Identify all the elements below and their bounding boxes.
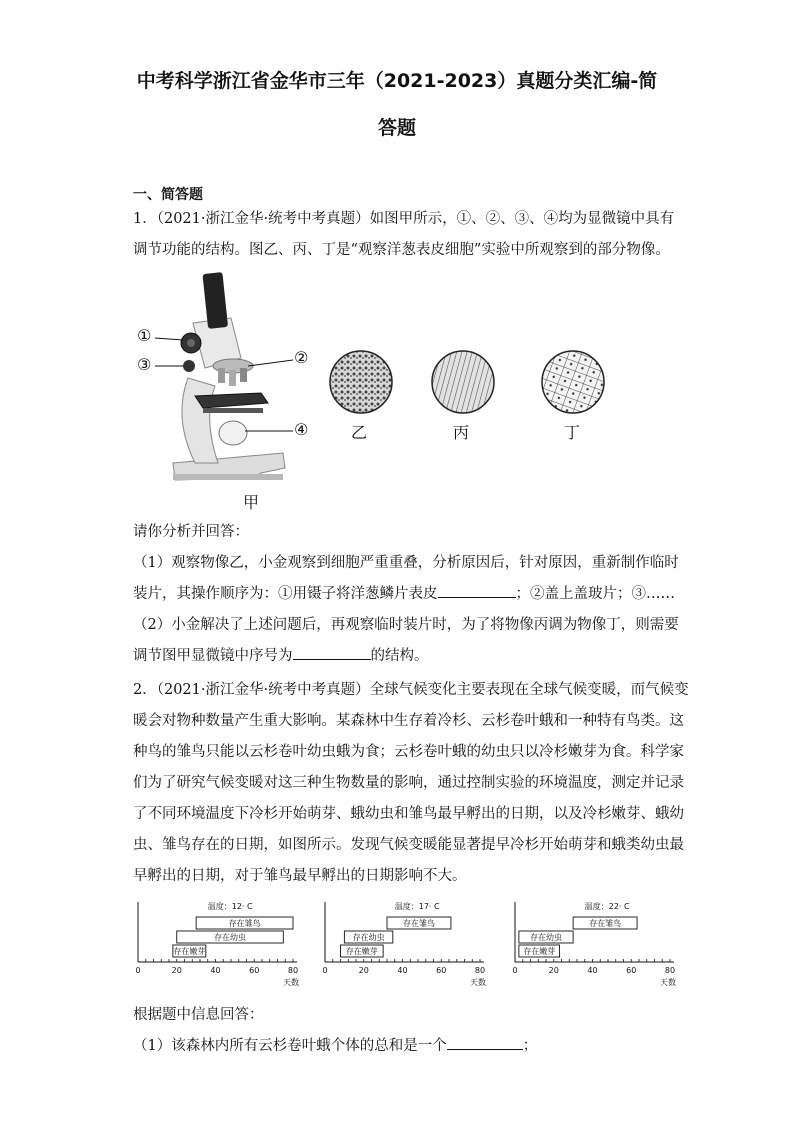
charts-svg [130, 897, 690, 992]
microscope-illustration [133, 268, 323, 513]
q2-part-1 [133, 1031, 663, 1062]
q1-part-2-text: 调节图甲显微镜中序号为 [133, 648, 293, 664]
x-tick-label: 40 [587, 966, 598, 975]
question-1-parts [133, 517, 679, 672]
x-tick-label: 20 [171, 966, 182, 975]
figure-label-jia: 甲 [243, 493, 260, 512]
bar-label: 存在雏鸟 [402, 919, 435, 928]
x-tick-label: 60 [436, 966, 447, 975]
x-tick-label: 20 [548, 966, 559, 975]
label-4: ④ [294, 420, 309, 439]
question-2-stem [133, 675, 689, 892]
x-tick-label: 0 [135, 966, 141, 975]
x-tick-label: 80 [664, 966, 676, 975]
answer-blank-1[interactable] [438, 581, 516, 598]
question-2-parts [133, 1000, 663, 1062]
x-tick-label: 20 [358, 966, 369, 975]
chart-title: 温度：17· C [394, 902, 440, 911]
q2-line: 虫、雏鸟存在的日期，如图所示。发现气候变暖能显著提早冷杉开始萌芽和蛾类幼虫最 [133, 837, 684, 853]
bar-label: 存在嫩芽 [523, 947, 556, 956]
q1-part-1-text: 装片，其操作顺序为：①用镊子将洋葱鳞片表皮 [133, 586, 438, 602]
question-1-stem [133, 204, 675, 266]
bar-label: 存在幼虫 [214, 933, 247, 942]
bar-label: 存在幼虫 [352, 933, 385, 942]
q2-line: 早孵出的日期，对于雏鸟最早孵出的日期影响不大。 [133, 868, 467, 884]
cell-view-circles [328, 348, 618, 418]
section-heading: 一、简答题 [133, 187, 203, 203]
q2-line: 们为了研究气候变暖对这三种生物数量的影响，通过控制实验的环境温度，测定并记录 [133, 775, 684, 791]
q2-prompt: 根据题中信息回答： [133, 1007, 264, 1023]
microscope-figure [133, 268, 323, 513]
q2-line: 种鸟的雏鸟只能以云杉卷叶幼虫蛾为食；云杉卷叶蛾的幼虫只以冷杉嫩芽为食。科学家 [133, 744, 684, 760]
cell-view-ding [542, 351, 604, 413]
q1-part-1-tail: ；②盖上盖玻片；③…… [515, 586, 675, 602]
label-3: ③ [137, 355, 152, 374]
x-tick-label: 80 [287, 966, 299, 975]
x-tick-label: 80 [474, 966, 486, 975]
q1-line: 调节功能的结构。图乙、丙、丁是“观察洋葱表皮细胞”实验中所观察到的部分物像。 [133, 242, 670, 258]
x-tick-label: 60 [249, 966, 260, 975]
bar-label: 存在雏鸟 [228, 919, 261, 928]
q2-line: 了不同环境温度下冷杉开始萌芽、蛾幼虫和雏鸟最早孵出的日期，以及冷杉嫩芽、蛾幼 [133, 806, 684, 822]
q2-part-1-text: （1）该森林内所有云杉卷叶蛾个体的总和是一个 [133, 1038, 447, 1054]
q1-part-2-cont [133, 641, 663, 672]
cell-view-yi [330, 351, 392, 413]
q1-part-1-cont [133, 579, 675, 610]
page-title-continued: 答题 [377, 117, 416, 139]
temperature-charts [130, 897, 690, 992]
x-tick-label: 0 [322, 966, 328, 975]
label-2: ② [294, 348, 309, 367]
q2-part-1-tail: ； [522, 1038, 538, 1054]
answer-blank-3[interactable] [447, 1033, 523, 1050]
bar-label: 存在嫩芽 [345, 947, 378, 956]
figure-label-bing: 丙 [453, 423, 470, 442]
cell-views [328, 348, 618, 443]
cell-view-bing [432, 351, 494, 413]
x-tick-label: 0 [512, 966, 518, 975]
figure-label-yi: 乙 [351, 423, 368, 442]
bar-label: 存在嫩芽 [173, 947, 206, 956]
q1-line: 1．（2021·浙江金华·统考中考真题）如图甲所示，①、②、③、④均为显微镜中具有 [133, 211, 675, 227]
bar-label: 存在幼虫 [530, 933, 562, 942]
q2-line: 暖会对物种数量产生重大影响。某森林中生存着冷杉、云杉卷叶蛾和一种特有鸟类。这 [133, 713, 684, 729]
bar-label: 存在雏鸟 [589, 919, 622, 928]
x-tick-label: 40 [397, 966, 408, 975]
page-title: 中考科学浙江省金华市三年（2021-2023）真题分类汇编-简 [136, 70, 658, 92]
q1-prompt: 请你分析并回答： [133, 524, 249, 540]
x-tick-label: 40 [210, 966, 221, 975]
x-axis-label: 天数 [283, 978, 299, 987]
q1-part-2: （2）小金解决了上述问题后，再观察临时装片时，为了将物像丙调为物像丁，则需要 [133, 617, 679, 633]
label-1: ① [137, 326, 152, 345]
figure-label-ding: 丁 [564, 423, 581, 442]
answer-blank-2[interactable] [293, 643, 371, 660]
chart-title: 温度：22· C [584, 902, 630, 911]
q1-part-1: （1）观察物像乙，小金观察到细胞严重重叠，分析原因后，针对原因，重新制作临时 [133, 555, 679, 571]
chart-title: 温度：12· C [207, 902, 253, 911]
x-axis-label: 天数 [470, 978, 486, 987]
q1-part-2-tail: 的结构。 [370, 648, 429, 664]
x-tick-label: 60 [626, 966, 637, 975]
x-axis-label: 天数 [660, 978, 676, 987]
q2-line: 2．（2021·浙江金华·统考中考真题）全球气候变化主要表现在全球气候变暖，而气候变 [133, 682, 689, 698]
